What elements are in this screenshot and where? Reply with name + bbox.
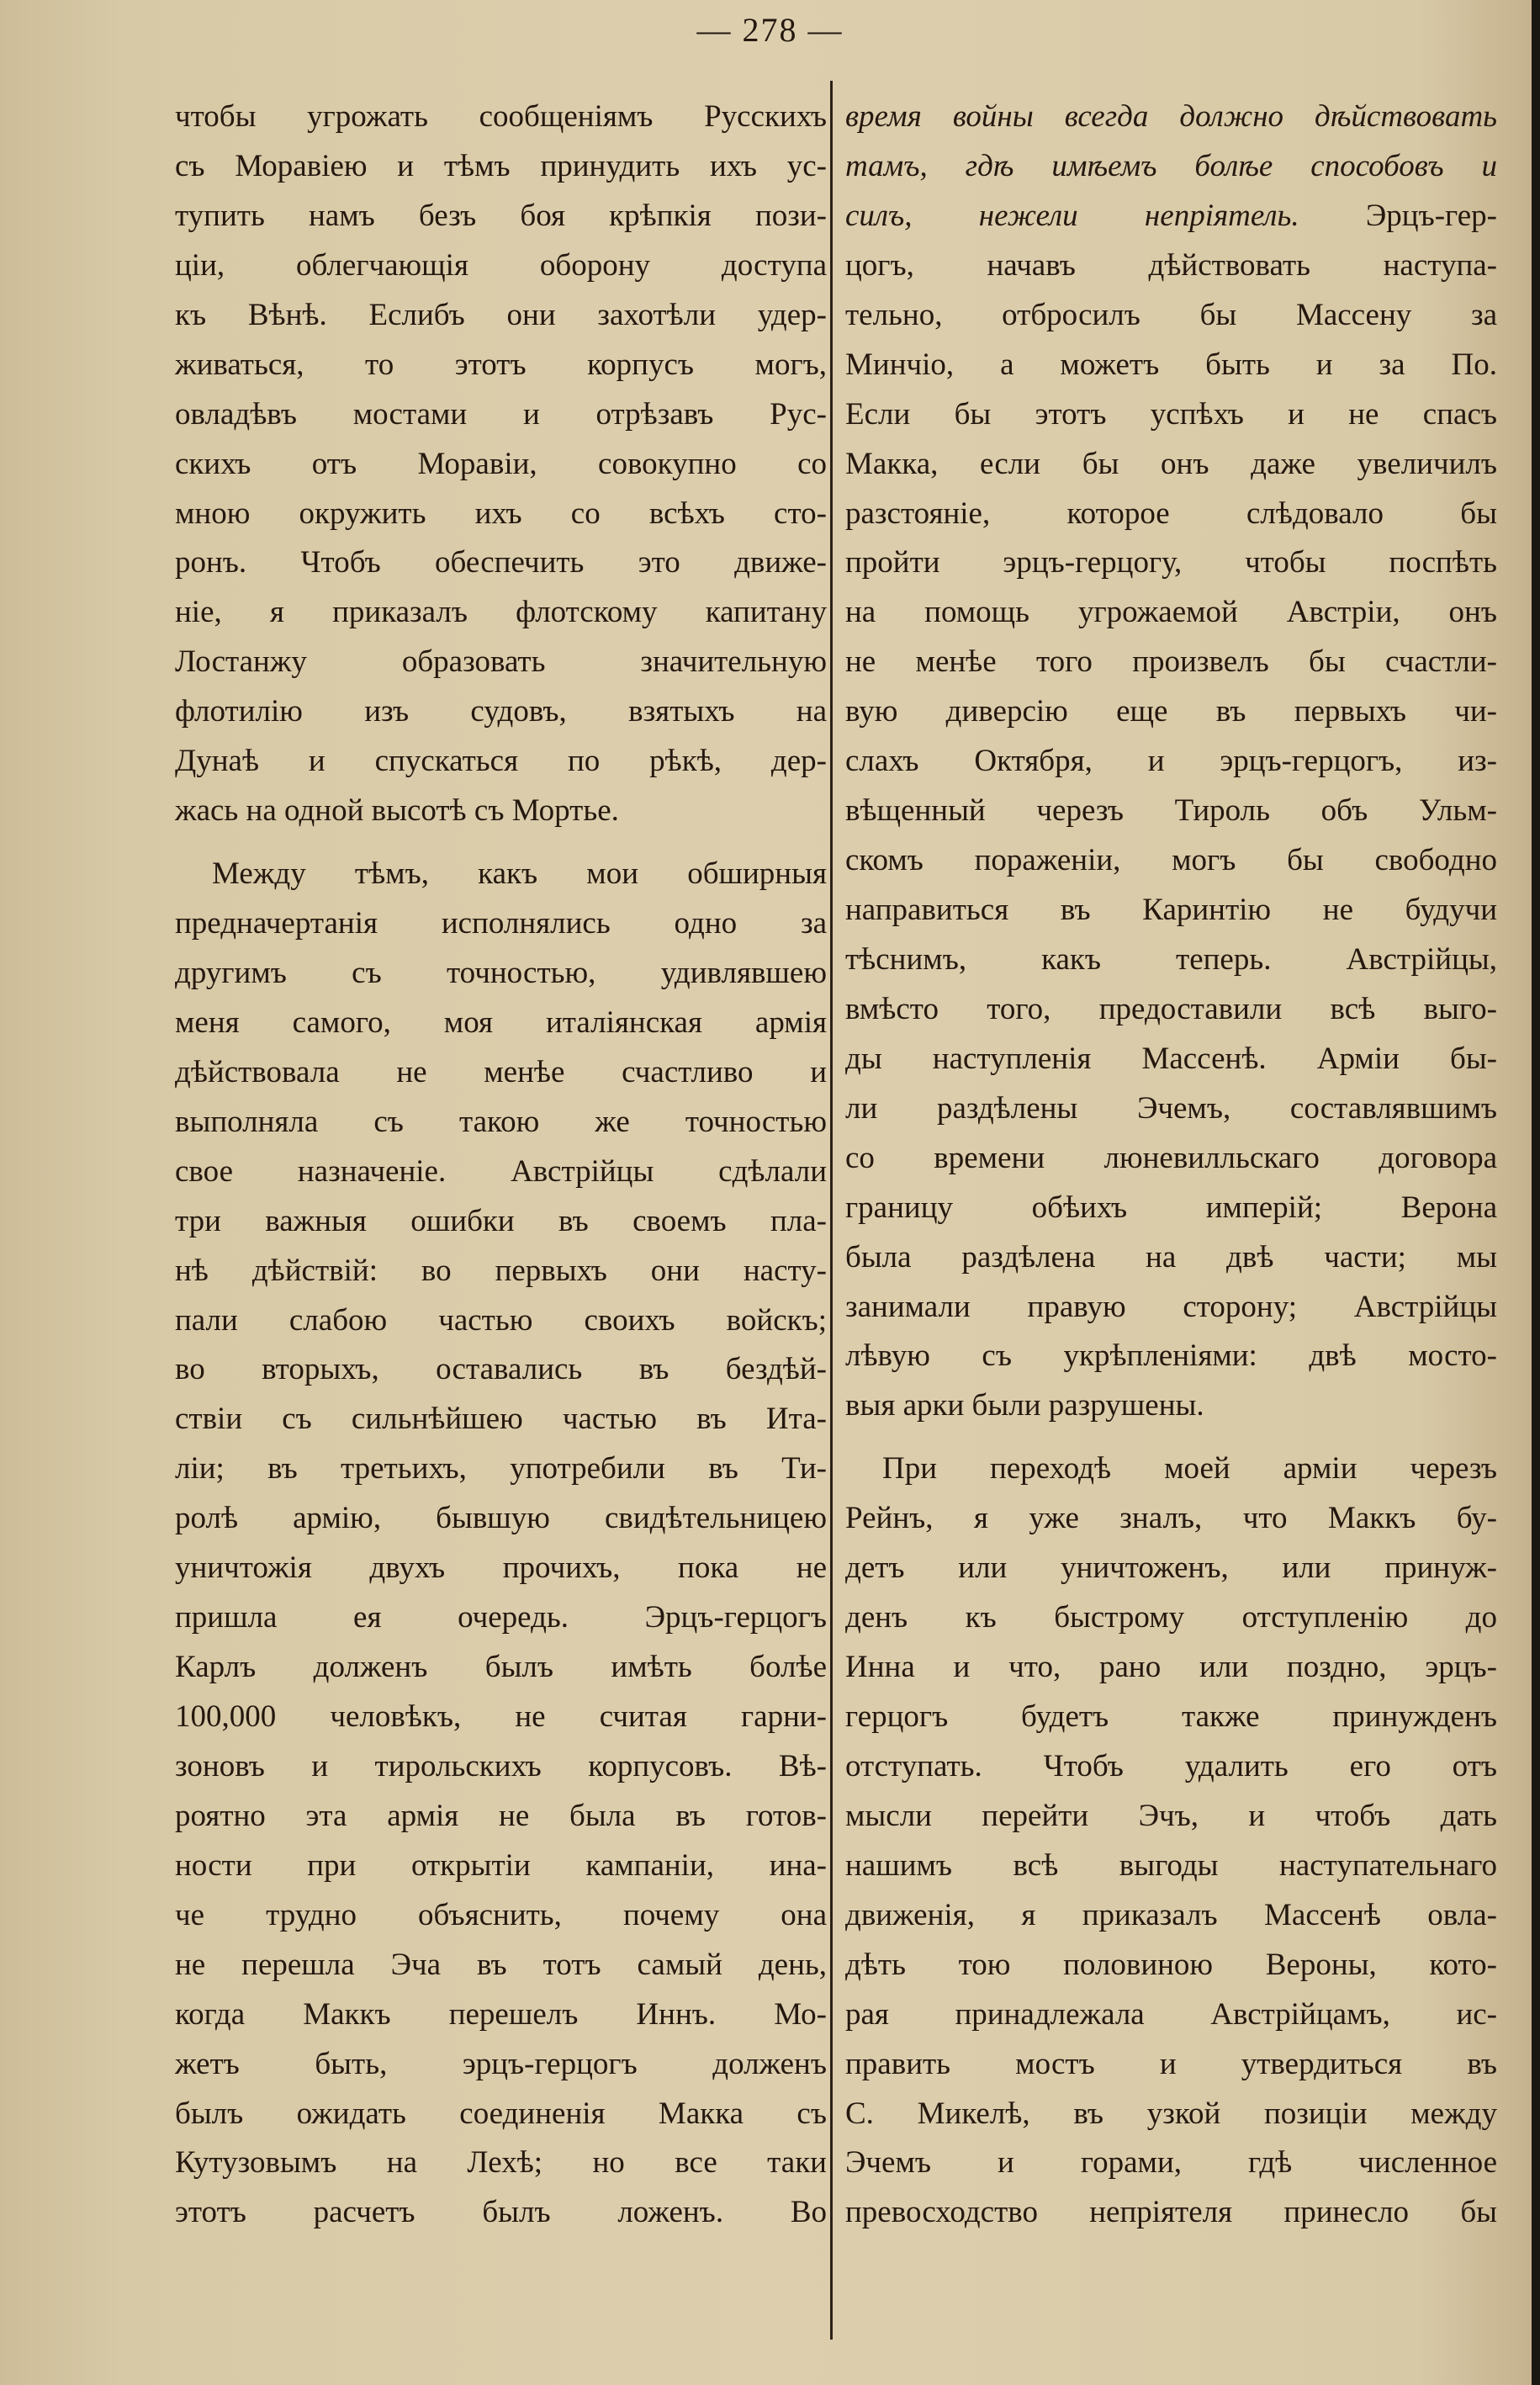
text-line: При переходѣ моей арміи черезъ [882,1451,1497,1487]
text-line: Лостанжу образовать значительную [175,644,827,680]
text-line: жетъ быть, эрцъ-герцогъ долженъ [175,2046,827,2081]
text-line: ности при открытіи кампаніи, ина- [175,1847,827,1883]
text-line: Карлъ долженъ былъ имѣть болѣе [175,1650,827,1685]
text-line: этотъ расчетъ былъ ложенъ. Во [175,2195,827,2230]
left-text-column [175,93,827,2238]
text-line: съ Моравіею и тѣмъ принудить ихъ ус- [175,148,827,183]
right-text-column [845,93,1497,2238]
text-line: живаться, то этотъ корпусъ могъ, [175,347,827,382]
text-line [845,192,1497,241]
text-line: дѣйствовала не менѣе счастливо и [175,1054,827,1089]
text-line: къ Вѣнѣ. Еслибъ они захотѣли удер- [175,297,827,332]
text-line: пришла ея очередь. Эрцъ-герцогъ [175,1600,827,1635]
text-line: цогъ, начавъ дѣйствовать наступа- [845,247,1497,283]
text-line: 100,000 человѣкъ, не считая гарни- [175,1699,827,1734]
text-line: тѣснимъ, какъ теперь. Австрійцы, [845,941,1497,977]
page-number: — 278 — [696,11,844,49]
text-line: ронъ. Чтобъ обеспечить это движе- [175,545,827,580]
text-line: отступать. Чтобъ удалить его отъ [845,1748,1497,1783]
text-line: герцогъ будетъ также принужденъ [845,1699,1497,1734]
text-line: превосходство непріятеля принесло бы [845,2195,1497,2230]
text-line: когда Маккъ перешелъ Иннъ. Мо- [175,1996,827,2032]
text-line: ствіи съ сильнѣйшею частью въ Ита- [175,1402,827,1437]
text-line: зоновъ и тирольскихъ корпусовъ. Вѣ- [175,1748,827,1783]
text-line: ли раздѣлены Эчемъ, составлявшимъ [845,1090,1497,1126]
paragraph-gap [845,1431,1497,1444]
text-line: меня самого, моя италіянская армія [175,1004,827,1040]
text-line: ролѣ армію, бывшую свидѣтельницею [175,1501,827,1536]
text-line: со времени люневилльскаго договора [845,1140,1497,1175]
text-line: Между тѣмъ, какъ мои обширныя [212,856,827,892]
text-line: выполняла съ такою же точностью [175,1104,827,1139]
text-line: скомъ пораженіи, могъ бы свободно [845,843,1497,878]
text-line: во вторыхъ, оставались въ бездѣй- [175,1352,827,1387]
text-line: границу обѣихъ имперій; Верона [845,1190,1497,1225]
text-line: Дунаѣ и спускаться по рѣкѣ, дер- [175,744,827,779]
text-line: Рейнъ, я уже зналъ, что Маккъ бу- [845,1501,1497,1536]
text-line: пройти эрцъ-герцогу, чтобы поспѣть [845,545,1497,580]
text-line: предначертанія исполнялись одно за [175,906,827,941]
text-line: Эчемъ и горами, гдѣ численное [845,2145,1497,2181]
italic-text-segment: силъ, нежели непріятель. [845,198,1299,233]
text-line: мысли перейти Эчъ, и чтобъ дать [845,1798,1497,1833]
text-line: овладѣвъ мостами и отрѣзавъ Рус- [175,396,827,432]
text-line: скихъ отъ Моравіи, совокупно со [175,446,827,481]
text-line: вѣщенный черезъ Тироль объ Ульм- [845,793,1497,829]
text-line: нашимъ всѣ выгоды наступательнаго [845,1847,1497,1883]
text-line: время войны всегда должно дѣйствовать [845,99,1497,134]
text-line: не перешла Эча въ тотъ самый день, [175,1947,827,1982]
text-line: С. Микелѣ, въ узкой позиціи между [845,2096,1497,2131]
text-line: ніе, я приказалъ флотскому капитану [175,595,827,630]
text-line: роятно эта армія не была въ готов- [175,1798,827,1833]
text-line: направиться въ Каринтію не будучи [845,893,1497,927]
text-line: вмѣсто того, предоставили всѣ выго- [845,991,1497,1026]
text-line: рая принадлежала Австрійцамъ, ис- [845,1996,1497,2032]
text-line: Макка, если бы онъ даже увеличилъ [845,446,1497,481]
text-line: ціи, облегчающія оборону доступа [175,247,827,283]
text-line: денъ къ быстрому отступленію до [845,1600,1497,1635]
text-line: тельно, отбросилъ бы Массену за [845,297,1497,332]
normal-text-segment: Эрцъ-гер- [1299,198,1497,233]
text-line: Кутузовымъ на Лехѣ; но все таки [175,2145,827,2181]
text-line: править мостъ и утвердиться въ [845,2046,1497,2081]
text-line: Минчіо, а можетъ быть и за По. [845,347,1497,382]
text-line: жась на одной высотѣ съ Мортье. [175,793,619,829]
text-line: былъ ожидать соединенія Макка съ [175,2096,827,2131]
text-line: че трудно объяснить, почему она [175,1897,827,1932]
text-line: на помощь угрожаемой Австріи, онъ [845,595,1497,630]
text-line: детъ или уничтоженъ, или принуж- [845,1550,1497,1586]
text-line: дѣть тою половиною Вероны, кото- [845,1947,1497,1982]
text-line: свое назначеніе. Австрійцы сдѣлали [175,1153,827,1189]
text-line: пали слабою частью своихъ войскъ; [175,1302,827,1338]
text-line: слахъ Октября, и эрцъ-герцогъ, из- [845,744,1497,779]
text-line: вую диверсію еще въ первыхъ чи- [845,694,1497,729]
text-line: ліи; въ третьихъ, употребили въ Ти- [175,1451,827,1487]
text-line: тупить намъ безъ боя крѣпкія пози- [175,198,827,233]
text-line: разстояніе, которое слѣдовало бы [845,496,1497,531]
text-line: тамъ, гдѣ имѣемъ болѣе способовъ и [845,148,1497,183]
column-divider-rule [830,81,833,2340]
text-line: ды наступленія Массенѣ. Арміи бы- [845,1041,1497,1076]
text-line: нѣ дѣйствій: во первыхъ они насту- [175,1253,827,1288]
text-line: чтобы угрожать сообщеніямъ Русскихъ [175,99,827,134]
text-line: занимали правую сторону; Австрійцы [845,1289,1497,1324]
paragraph-gap [175,836,827,850]
text-line: лѣвую съ укрѣпленіями: двѣ мосто- [845,1338,1497,1374]
text-line: уничтожія двухъ прочихъ, пока не [175,1550,827,1586]
text-line: выя арки были разрушены. [845,1388,1204,1423]
text-line: была раздѣлена на двѣ части; мы [845,1239,1497,1275]
page-edge-shadow [1532,0,1540,2385]
text-line: движенія, я приказалъ Массенѣ овла- [845,1897,1497,1932]
text-line: три важныя ошибки въ своемъ пла- [175,1203,827,1238]
text-line: Инна и что, рано или поздно, эрцъ- [845,1650,1497,1685]
text-line: другимъ съ точностью, удивлявшею [175,955,827,990]
text-line: не менѣе того произвелъ бы счастли- [845,644,1497,680]
text-line: мною окружить ихъ со всѣхъ сто- [175,496,827,531]
text-line: флотилію изъ судовъ, взятыхъ на [175,694,827,729]
text-line: Если бы этотъ успѣхъ и не спасъ [845,396,1497,432]
